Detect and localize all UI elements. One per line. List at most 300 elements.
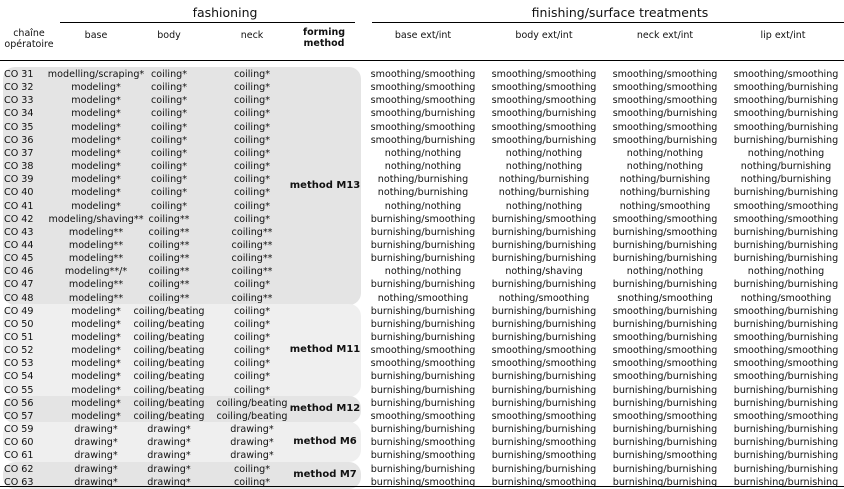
cell-neck-ext: snothing/smoothing: [617, 292, 713, 304]
cell-lip-ext: smoothing/smoothing: [733, 345, 839, 357]
cell-base-ext: burnishing/burnishing: [370, 424, 476, 436]
cell-lip-ext: smoothing/burnishing: [733, 95, 839, 107]
table-row: [0, 107, 844, 120]
cell-neck: coiling*: [233, 279, 271, 291]
cell-body-ext: smoothing/smoothing: [491, 95, 597, 107]
cell-chaine-id: CO 52: [4, 345, 34, 357]
table-row: [0, 384, 844, 397]
cell-lip-ext: smoothing/burnishing: [733, 121, 839, 133]
cell-body-ext: smoothing/smoothing: [491, 345, 597, 357]
cell-neck: coiling*: [233, 358, 271, 370]
cell-neck: coiling*: [233, 200, 271, 212]
cell-neck-ext: smoothing/smoothing: [612, 95, 718, 107]
cell-base: modeling*: [71, 95, 121, 107]
col-header-base-ext: base ext/int: [394, 30, 452, 41]
cell-lip-ext: smoothing/burnishing: [733, 371, 839, 383]
col-header-body-ext: body ext/int: [515, 30, 573, 41]
table-row: [0, 213, 844, 226]
cell-body-ext: burnishing/burnishing: [491, 239, 597, 251]
cell-chaine-id: CO 54: [4, 371, 34, 383]
cell-lip-ext: smoothing/burnishing: [733, 108, 839, 120]
cell-base-ext: burnishing/burnishing: [370, 253, 476, 265]
cell-neck: coiling**: [231, 253, 273, 265]
cell-base-ext: burnishing/burnishing: [370, 318, 476, 330]
table-row: [0, 68, 844, 81]
cell-base: modeling*: [71, 161, 121, 173]
cell-neck-ext: nothing/smoothing: [619, 200, 711, 212]
forming-method-label: method M7: [293, 469, 357, 481]
cell-neck: coiling**: [231, 226, 273, 238]
cell-neck-ext: smoothing/burnishing: [612, 134, 718, 146]
forming-method-label: method M11: [289, 344, 361, 356]
cell-base-ext: burnishing/burnishing: [370, 279, 476, 291]
cell-neck-ext: burnishing/burnishing: [612, 397, 718, 409]
cell-base-ext: nothing/nothing: [384, 147, 462, 159]
cell-lip-ext: burnishing/burnishing: [733, 384, 839, 396]
table-row: [0, 331, 844, 344]
cell-base-ext: smoothing/smoothing: [370, 82, 476, 94]
cell-lip-ext: burnishing/burnishing: [733, 187, 839, 199]
cell-body: coiling*: [150, 82, 188, 94]
cell-base: modeling*: [71, 384, 121, 396]
cell-body-ext: nothing/burnishing: [498, 187, 590, 199]
cell-body-ext: burnishing/burnishing: [491, 332, 597, 343]
cell-base-ext: burnishing/smoothing: [370, 476, 476, 488]
cell-neck-ext: smoothing/burnishing: [612, 332, 718, 343]
cell-base: modeling**/*: [64, 266, 128, 278]
cell-body: coiling**: [148, 292, 190, 304]
cell-chaine-id: CO 59: [4, 424, 34, 436]
cell-chaine-id: CO 46: [4, 266, 34, 278]
cell-base-ext: burnishing/smoothing: [370, 437, 476, 449]
cell-body: coiling*: [150, 174, 188, 186]
table-row: [0, 173, 844, 186]
cell-neck-ext: burnishing/burnishing: [612, 476, 718, 488]
cell-base: modeling*: [71, 174, 121, 186]
cell-lip-ext: smoothing/smoothing: [733, 358, 839, 370]
cell-chaine-id: CO 62: [4, 463, 34, 475]
cell-lip-ext: burnishing/burnishing: [733, 318, 839, 330]
cell-base-ext: burnishing/burnishing: [370, 384, 476, 396]
cell-base: modeling**: [68, 279, 124, 291]
cell-neck: coiling*: [233, 305, 271, 317]
cell-body: coiling*: [150, 121, 188, 133]
cell-base: modeling*: [71, 358, 121, 370]
cell-neck: coiling*: [233, 187, 271, 199]
table-row: [0, 81, 844, 94]
cell-body: coiling**: [148, 266, 190, 278]
table-row: [0, 134, 844, 147]
cell-lip-ext: burnishing/burnishing: [733, 239, 839, 251]
cell-chaine-id: CO 40: [4, 187, 34, 199]
cell-lip-ext: burnishing/burnishing: [733, 463, 839, 475]
cell-body-ext: smoothing/smoothing: [491, 410, 597, 422]
bottom-rule: [0, 486, 844, 487]
cell-neck-ext: burnishing/burnishing: [612, 239, 718, 251]
cell-lip-ext: nothing/burnishing: [740, 174, 832, 186]
cell-body: drawing*: [147, 437, 191, 449]
cell-body-ext: burnishing/burnishing: [491, 279, 597, 291]
cell-body-ext: smoothing/smoothing: [491, 82, 597, 94]
cell-body-ext: nothing/shaving: [505, 266, 583, 278]
cell-neck: drawing*: [230, 424, 274, 436]
cell-neck-ext: burnishing/burnishing: [612, 384, 718, 396]
cell-chaine-id: CO 60: [4, 437, 34, 449]
cell-body-ext: nothing/smoothing: [498, 292, 590, 304]
cell-body: drawing*: [147, 463, 191, 475]
cell-neck: coiling*: [233, 95, 271, 107]
table-row: [0, 160, 844, 173]
table-row: [0, 370, 844, 383]
cell-lip-ext: burnishing/burnishing: [733, 450, 839, 462]
cell-neck: coiling*: [233, 318, 271, 330]
cell-body-ext: nothing/nothing: [505, 161, 583, 173]
cell-neck: coiling*: [233, 345, 271, 357]
cell-base-ext: smoothing/burnishing: [370, 134, 476, 146]
cell-body-ext: burnishing/smoothing: [491, 213, 597, 225]
cell-neck-ext: burnishing/smoothing: [612, 450, 718, 462]
cell-lip-ext: burnishing/burnishing: [733, 424, 839, 436]
cell-base-ext: nothing/nothing: [384, 161, 462, 173]
cell-body: coiling**: [148, 279, 190, 291]
cell-neck-ext: burnishing/burnishing: [612, 437, 718, 449]
cell-base-ext: nothing/burnishing: [377, 187, 469, 199]
cell-base: modeling*: [71, 108, 121, 120]
cell-neck: drawing*: [230, 437, 274, 449]
cell-neck-ext: burnishing/burnishing: [612, 318, 718, 330]
cell-body: coiling*: [150, 95, 188, 107]
cell-base-ext: burnishing/burnishing: [370, 371, 476, 383]
cell-base-ext: smoothing/smoothing: [370, 358, 476, 370]
cell-lip-ext: burnishing/burnishing: [733, 279, 839, 291]
cell-base: modeling*: [71, 121, 121, 133]
table-row: [0, 121, 844, 134]
table-row: [0, 265, 844, 278]
cell-neck-ext: nothing/nothing: [626, 147, 704, 159]
cell-lip-ext: smoothing/burnishing: [733, 82, 839, 94]
cell-body-ext: nothing/burnishing: [498, 174, 590, 186]
cell-base-ext: smoothing/smoothing: [370, 121, 476, 133]
cell-lip-ext: nothing/smoothing: [740, 292, 832, 304]
cell-chaine-id: CO 42: [4, 213, 34, 225]
col-header-chaine: chaîne opératoire: [4, 28, 54, 50]
cell-body-ext: smoothing/burnishing: [491, 134, 597, 146]
cell-lip-ext: smoothing/burnishing: [733, 305, 839, 317]
cell-base: modeling**: [68, 253, 124, 265]
cell-lip-ext: burnishing/burnishing: [733, 253, 839, 265]
table-row: [0, 292, 844, 305]
cell-base-ext: smoothing/burnishing: [370, 108, 476, 120]
cell-base: drawing*: [74, 450, 118, 462]
table-row: [0, 200, 844, 213]
table-row: [0, 94, 844, 107]
cell-neck: coiling*: [233, 174, 271, 186]
cell-neck-ext: nothing/burnishing: [619, 174, 711, 186]
cell-body-ext: burnishing/burnishing: [491, 463, 597, 475]
cell-base-ext: smoothing/smoothing: [370, 95, 476, 107]
cell-body-ext: burnishing/burnishing: [491, 318, 597, 330]
cell-body: coiling**: [148, 213, 190, 225]
cell-chaine-id: CO 55: [4, 384, 34, 396]
col-header-neck-ext: neck ext/int: [636, 30, 694, 41]
cell-body-ext: smoothing/smoothing: [491, 358, 597, 370]
cell-base: modeling*: [71, 397, 121, 409]
cell-base: modeling*: [71, 200, 121, 212]
cell-base: drawing*: [74, 463, 118, 475]
group-header-fashioning: fashioning: [192, 5, 258, 20]
header-rule: [0, 60, 844, 61]
cell-lip-ext: burnishing/burnishing: [733, 397, 839, 409]
cell-base: modeling*: [71, 345, 121, 357]
table-row: [0, 278, 844, 291]
cell-body: coiling**: [148, 226, 190, 238]
table-row: [0, 463, 844, 476]
table-row: [0, 423, 844, 436]
cell-base: drawing*: [74, 424, 118, 436]
cell-base: drawing*: [74, 476, 118, 488]
cell-neck: coiling*: [233, 161, 271, 173]
table-row: [0, 318, 844, 331]
table-row: [0, 410, 844, 423]
cell-body: coiling/beating: [133, 410, 205, 422]
cell-base: modeling*: [71, 410, 121, 422]
cell-lip-ext: smoothing/burnishing: [733, 332, 839, 343]
cell-body-ext: smoothing/smoothing: [491, 69, 597, 80]
cell-base: modeling*: [71, 187, 121, 199]
cell-body: coiling*: [150, 69, 188, 80]
cell-lip-ext: burnishing/burnishing: [733, 437, 839, 449]
table-row: [0, 186, 844, 199]
cell-base-ext: smoothing/smoothing: [370, 69, 476, 80]
forming-method-label: method M6: [293, 436, 357, 448]
cell-base-ext: burnishing/burnishing: [370, 332, 476, 343]
cell-body: coiling**: [148, 253, 190, 265]
cell-body: drawing*: [147, 450, 191, 462]
cell-base-ext: burnishing/burnishing: [370, 463, 476, 475]
cell-chaine-id: CO 39: [4, 174, 34, 186]
cell-neck-ext: smoothing/smoothing: [612, 82, 718, 94]
cell-body: coiling*: [150, 108, 188, 120]
cell-chaine-id: CO 32: [4, 82, 34, 94]
cell-neck-ext: nothing/burnishing: [619, 187, 711, 199]
table-row: [0, 357, 844, 370]
cell-neck: coiling**: [231, 292, 273, 304]
cell-neck: coiling*: [233, 463, 271, 475]
cell-body: coiling/beating: [133, 318, 205, 330]
cell-body-ext: burnishing/smoothing: [491, 476, 597, 488]
cell-base-ext: nothing/nothing: [384, 200, 462, 212]
cell-lip-ext: smoothing/smoothing: [733, 69, 839, 80]
cell-base: modeling*: [71, 305, 121, 317]
cell-neck-ext: smoothing/burnishing: [612, 305, 718, 317]
cell-neck-ext: nothing/nothing: [626, 161, 704, 173]
cell-neck-ext: burnishing/burnishing: [612, 253, 718, 265]
cell-neck-ext: burnishing/burnishing: [612, 463, 718, 475]
cell-base: modeling*: [71, 332, 121, 343]
cell-base-ext: burnishing/burnishing: [370, 397, 476, 409]
cell-body: coiling*: [150, 161, 188, 173]
table-row: [0, 449, 844, 462]
cell-neck: coiling*: [233, 332, 271, 343]
cell-lip-ext: smoothing/smoothing: [733, 200, 839, 212]
cell-chaine-id: CO 53: [4, 358, 34, 370]
cell-neck: drawing*: [230, 450, 274, 462]
cell-chaine-id: CO 35: [4, 121, 34, 133]
cell-body-ext: smoothing/smoothing: [491, 121, 597, 133]
cell-base-ext: nothing/burnishing: [377, 174, 469, 186]
cell-neck-ext: smoothing/smoothing: [612, 121, 718, 133]
cell-base: modeling*: [71, 134, 121, 146]
cell-body-ext: burnishing/burnishing: [491, 226, 597, 238]
cell-neck: coiling/beating: [216, 410, 288, 422]
cell-body-ext: burnishing/burnishing: [491, 253, 597, 265]
cell-chaine-id: CO 36: [4, 134, 34, 146]
cell-body: coiling/beating: [133, 397, 205, 409]
cell-body-ext: burnishing/smoothing: [491, 437, 597, 449]
cell-neck-ext: smoothing/smoothing: [612, 410, 718, 422]
cell-neck: coiling*: [233, 476, 271, 488]
cell-lip-ext: burnishing/burnishing: [733, 134, 839, 146]
cell-base-ext: burnishing/smoothing: [370, 450, 476, 462]
cell-chaine-id: CO 34: [4, 108, 34, 120]
cell-neck-ext: smoothing/burnishing: [612, 371, 718, 383]
cell-chaine-id: CO 47: [4, 279, 34, 291]
cell-body-ext: burnishing/burnishing: [491, 384, 597, 396]
cell-body: coiling**: [148, 239, 190, 251]
cell-body: coiling*: [150, 147, 188, 159]
cell-body-ext: burnishing/burnishing: [491, 424, 597, 436]
cell-body: coiling*: [150, 200, 188, 212]
cell-chaine-id: CO 48: [4, 292, 34, 304]
cell-lip-ext: smoothing/smoothing: [733, 213, 839, 225]
col-header-lip-ext: lip ext/int: [760, 30, 806, 41]
cell-base-ext: burnishing/smoothing: [370, 213, 476, 225]
cell-chaine-id: CO 43: [4, 226, 34, 238]
cell-base: modeling*: [71, 147, 121, 159]
cell-body: coiling/beating: [133, 358, 205, 370]
forming-method-label: method M12: [289, 403, 361, 415]
cell-body-ext: smoothing/burnishing: [491, 108, 597, 120]
cell-body: coiling*: [150, 187, 188, 199]
cell-neck-ext: smoothing/smoothing: [612, 345, 718, 357]
cell-neck: coiling*: [233, 82, 271, 94]
cell-chaine-id: CO 33: [4, 95, 34, 107]
cell-neck-ext: nothing/nothing: [626, 266, 704, 278]
cell-body: coiling/beating: [133, 384, 205, 396]
cell-body-ext: nothing/nothing: [505, 200, 583, 212]
cell-neck: coiling*: [233, 121, 271, 133]
cell-neck: coiling*: [233, 384, 271, 396]
cell-neck-ext: burnishing/burnishing: [612, 279, 718, 291]
cell-lip-ext: nothing/nothing: [747, 147, 825, 159]
cell-base-ext: burnishing/burnishing: [370, 226, 476, 238]
col-header-base: base: [84, 30, 108, 41]
cell-lip-ext: burnishing/burnishing: [733, 476, 839, 488]
table-row: [0, 344, 844, 357]
cell-chaine-id: CO 38: [4, 161, 34, 173]
cell-chaine-id: CO 37: [4, 147, 34, 159]
cell-neck: coiling*: [233, 213, 271, 225]
cell-base-ext: smoothing/smoothing: [370, 410, 476, 422]
cell-neck: coiling*: [233, 371, 271, 383]
cell-neck: coiling*: [233, 147, 271, 159]
cell-neck-ext: burnishing/smoothing: [612, 226, 718, 238]
cell-body: coiling*: [150, 134, 188, 146]
col-header-neck: neck: [240, 30, 264, 41]
cell-body-ext: burnishing/burnishing: [491, 397, 597, 409]
group-rule-fashioning: [60, 22, 355, 23]
cell-chaine-id: CO 51: [4, 332, 34, 343]
cell-lip-ext: burnishing/burnishing: [733, 226, 839, 238]
cell-base-ext: burnishing/burnishing: [370, 239, 476, 251]
col-header-forming-method: forming method: [302, 27, 346, 49]
group-rule-finishing: [372, 22, 844, 23]
cell-neck: coiling*: [233, 69, 271, 80]
cell-base-ext: smoothing/smoothing: [370, 345, 476, 357]
cell-body-ext: burnishing/burnishing: [491, 305, 597, 317]
cell-base: modeling**: [68, 239, 124, 251]
cell-chaine-id: CO 56: [4, 397, 34, 409]
cell-base-ext: nothing/nothing: [384, 266, 462, 278]
cell-body: coiling/beating: [133, 371, 205, 383]
cell-lip-ext: nothing/burnishing: [740, 161, 832, 173]
cell-neck-ext: smoothing/smoothing: [612, 69, 718, 80]
cell-body: coiling/beating: [133, 305, 205, 317]
cell-neck: coiling**: [231, 266, 273, 278]
table-row: [0, 226, 844, 239]
cell-base: modeling**: [68, 292, 124, 304]
cell-neck: coiling*: [233, 134, 271, 146]
table-row: [0, 436, 844, 449]
cell-chaine-id: CO 61: [4, 450, 34, 462]
cell-base: drawing*: [74, 437, 118, 449]
cell-base-ext: burnishing/burnishing: [370, 305, 476, 317]
cell-neck-ext: burnishing/burnishing: [612, 424, 718, 436]
table-row: [0, 305, 844, 318]
cell-base: modeling*: [71, 318, 121, 330]
cell-base: modelling/scraping*: [47, 69, 145, 80]
cell-base: modeling**: [68, 226, 124, 238]
table-row: [0, 397, 844, 410]
cell-body: coiling/beating: [133, 345, 205, 357]
cell-chaine-id: CO 63: [4, 476, 34, 488]
cell-chaine-id: CO 44: [4, 239, 34, 251]
cell-chaine-id: CO 31: [4, 69, 34, 80]
cell-neck: coiling*: [233, 108, 271, 120]
cell-base: modeling/shaving**: [48, 213, 144, 225]
cell-neck-ext: smoothing/burnishing: [612, 108, 718, 120]
table-row: [0, 147, 844, 160]
cell-neck-ext: smoothing/smoothing: [612, 213, 718, 225]
cell-body-ext: burnishing/burnishing: [491, 371, 597, 383]
table-row: [0, 252, 844, 265]
cell-neck: coiling/beating: [216, 397, 288, 409]
cell-base-ext: nothing/smoothing: [377, 292, 469, 304]
cell-chaine-id: CO 41: [4, 200, 34, 212]
cell-body: drawing*: [147, 424, 191, 436]
cell-base: modeling*: [71, 82, 121, 94]
cell-chaine-id: CO 45: [4, 253, 34, 265]
cell-body-ext: burnishing/smoothing: [491, 450, 597, 462]
cell-chaine-id: CO 49: [4, 305, 34, 317]
col-header-body: body: [157, 30, 181, 41]
cell-chaine-id: CO 50: [4, 318, 34, 330]
cell-neck: coiling**: [231, 239, 273, 251]
table-row: [0, 239, 844, 252]
forming-method-label: method M13: [289, 179, 361, 191]
cell-neck-ext: smoothing/smoothing: [612, 358, 718, 370]
cell-base: modeling*: [71, 371, 121, 383]
